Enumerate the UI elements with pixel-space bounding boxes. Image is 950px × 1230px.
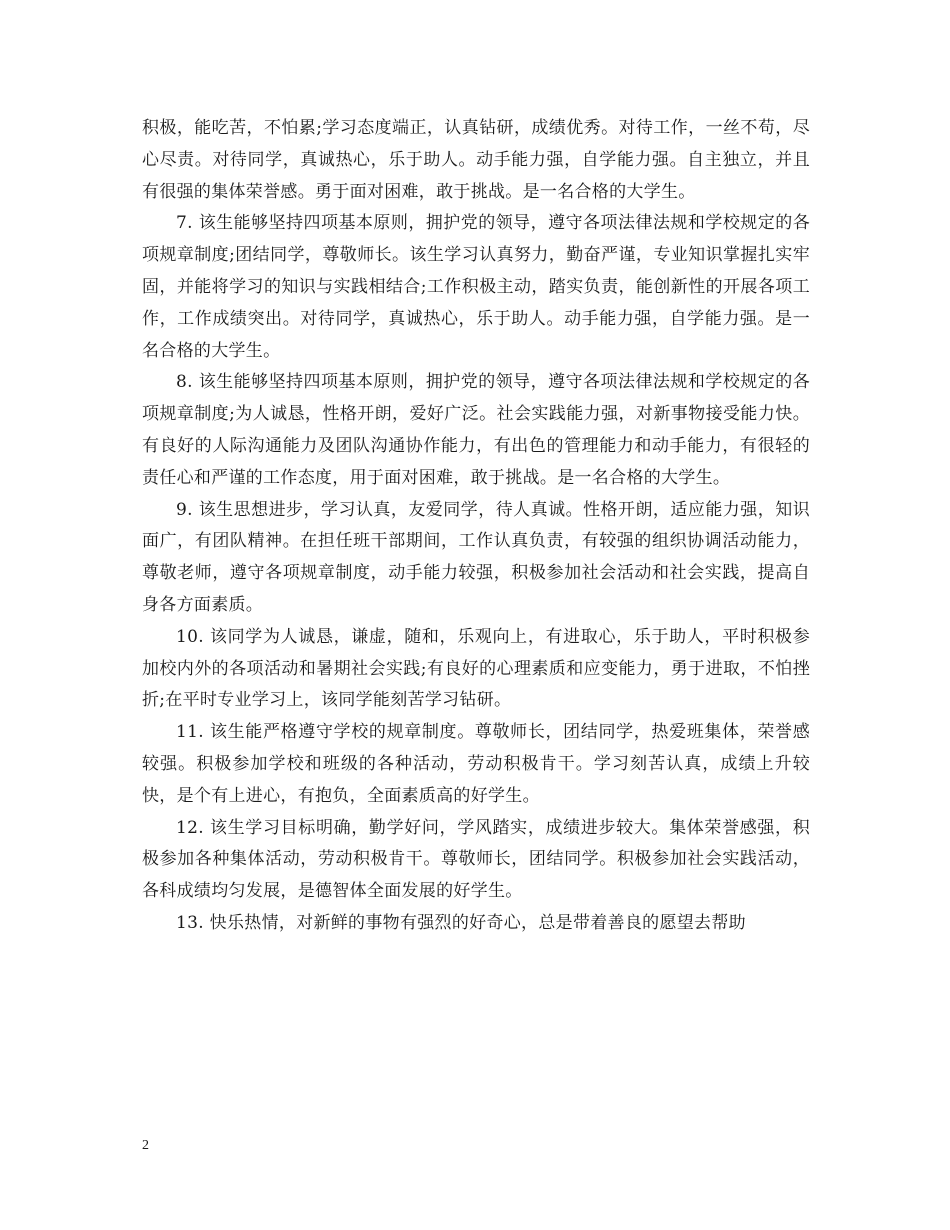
paragraph-item-13: 13. 快乐热情，对新鲜的事物有强烈的好奇心，总是带着善良的愿望去帮助: [176, 912, 746, 933]
document-body: [142, 113, 810, 940]
paragraph-continued: 积极，能吃苦，不怕累;学习态度端正，认真钻研，成绩优秀。对待工作，一丝不苟，尽心尽责。对待同学，真诚热心，乐于助人。动手能力强，自学能力强。自主独立，并且有很强的集体荣誉感。勇于面对困难，敢于挑战。是一名合格的大学生。: [142, 118, 810, 202]
paragraph-item-7: 7. 该生能够坚持四项基本原则，拥护党的领导，遵守各项法律法规和学校规定的各项规章制度;团结同学，尊敬师长。该生学习认真努力，勤奋严谨，专业知识掌握扎实牢固，并能将学习的知识与实践相结合;工作积极主动，踏实负责，能创新性的开展各项工作，工作成绩突出。对待同学，真诚热心，乐于助人。动手能力强，自学能力强。是一名合格的大学生。: [142, 213, 810, 361]
paragraph-item-11: 11. 该生能严格遵守学校的规章制度。尊敬师长，团结同学，热爱班集体，荣誉感较强。积极参加学校和班级的各种活动，劳动积极肯干。学习刻苦认真，成绩上升较快，是个有上进心，有抱负，全面素质高的好学生。: [142, 722, 810, 806]
paragraph-item-8: 8. 该生能够坚持四项基本原则，拥护党的领导，遵守各项法律法规和学校规定的各项规章制度;为人诚恳，性格开朗，爱好广泛。社会实践能力强，对新事物接受能力快。有良好的人际沟通能力及团队沟通协作能力，有出色的管理能力和动手能力，有很轻的责任心和严谨的工作态度，用于面对困难，敢于挑战。是一名合格的大学生。: [142, 372, 810, 488]
page-number: 2: [142, 1138, 149, 1153]
paragraph-item-12: 12. 该生学习目标明确，勤学好问，学风踏实，成绩进步较大。集体荣誉感强，积极参加各种集体活动，劳动积极肯干。尊敬师长，团结同学。积极参加社会实践活动，各科成绩均匀发展，是德智体全面发展的好学生。: [142, 817, 810, 902]
paragraph-item-10: 10. 该同学为人诚恳，谦虚，随和，乐观向上，有进取心，乐于助人，平时积极参加校内外的各项活动和暑期社会实践;有良好的心理素质和应变能力，勇于进取，不怕挫折;在平时专业学习上，该同学能刻苦学习钻研。: [142, 626, 810, 711]
paragraph-item-9: 9. 该生思想进步，学习认真，友爱同学，待人真诚。性格开朗，适应能力强，知识面广，有团队精神。在担任班干部期间，工作认真负责，有较强的组织协调活动能力，尊敬老师，遵守各项规章制度，动手能力较强，积极参加社会活动和社会实践，提高自身各方面素质。: [142, 499, 810, 615]
